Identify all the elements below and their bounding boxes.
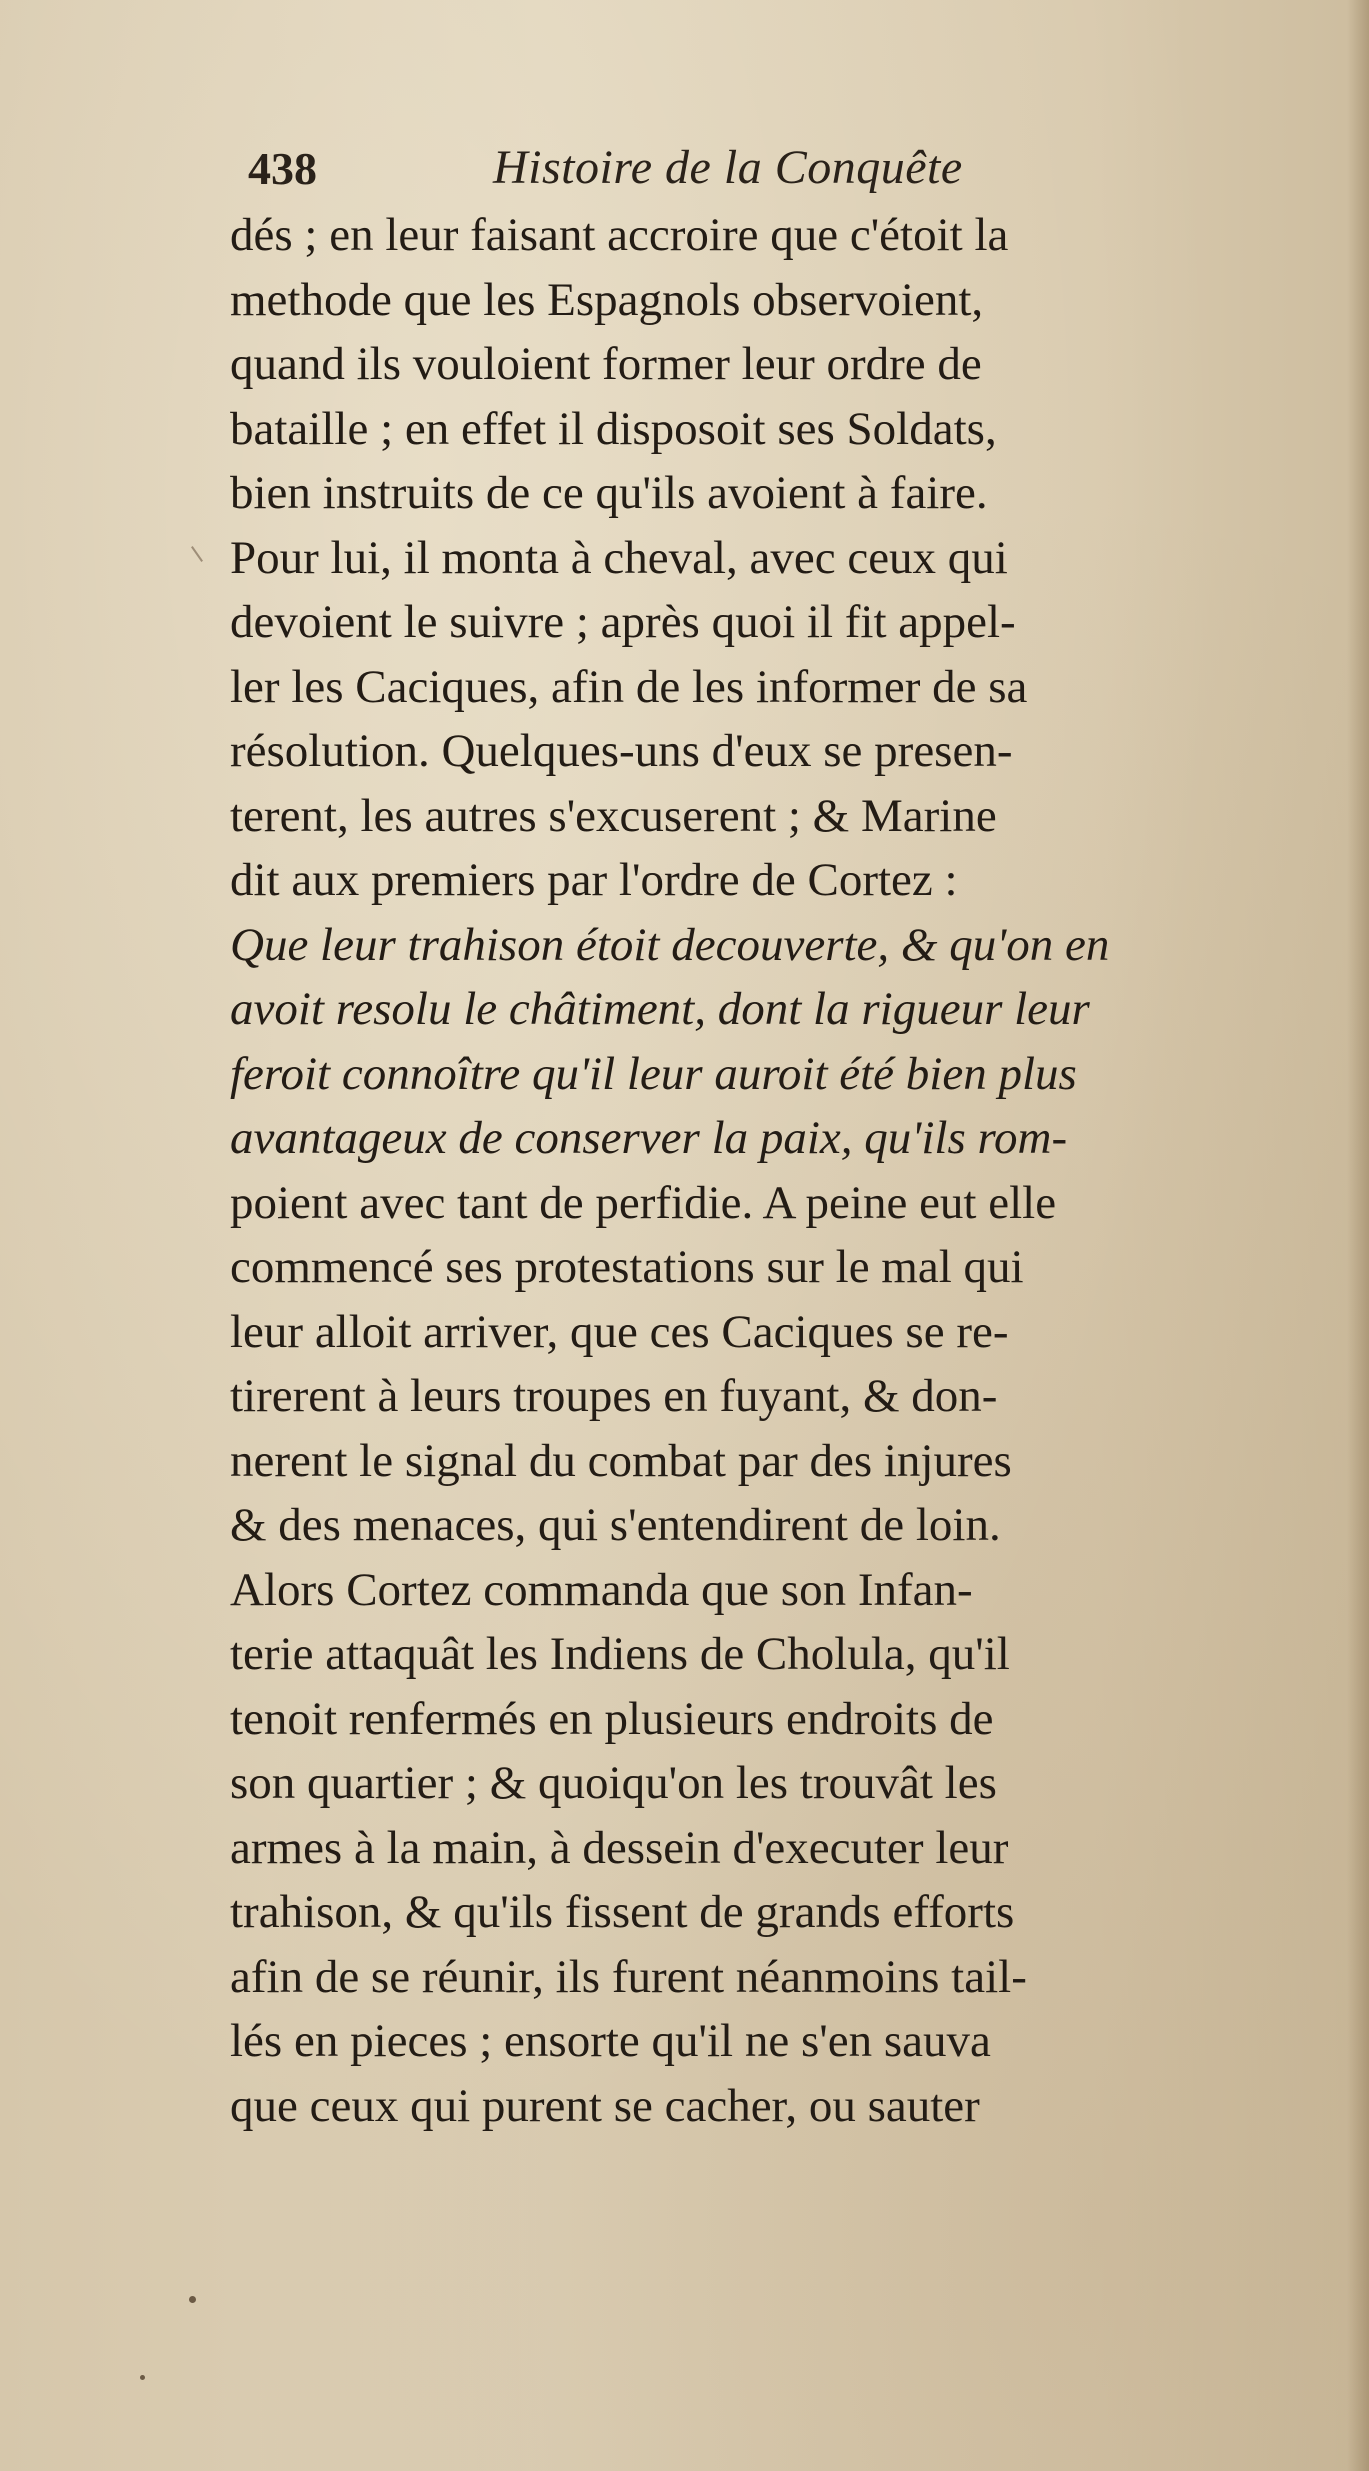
text-line: & des menaces, qui s'entendirent de loin. xyxy=(230,1499,1001,1551)
text-line: résolution. Quelques-uns d'eux se presen- xyxy=(230,725,1013,777)
text-line: bien instruits de ce qu'ils avoient à faire. xyxy=(230,467,988,519)
text-line: poient avec tant de perfidie. A peine eut elle xyxy=(230,1176,1057,1229)
text-line: Que leur trahison étoit decouverte, & qu'on en xyxy=(230,918,1110,971)
page-header xyxy=(248,140,1248,200)
text-line: nerent le signal du combat par des injures xyxy=(230,1434,1012,1487)
ink-spot xyxy=(140,2375,145,2380)
ink-spot xyxy=(189,2296,196,2303)
text-line: devoient le suivre ; après quoi il fit appel- xyxy=(230,596,1016,648)
text-line: afin de se réunir, ils furent néanmoins tail- xyxy=(230,1950,1027,2003)
text-line: avoit resolu le châtiment, dont la rigueur leur xyxy=(230,983,1090,1035)
running-head: Histoire de la Conquête xyxy=(493,141,963,194)
text-line: trahison, & qu'ils fissent de grands efforts xyxy=(230,1886,1015,1938)
text-line: dés ; en leur faisant accroire que c'étoit la xyxy=(230,209,1009,261)
text-line: ler les Caciques, afin de les informer de sa xyxy=(230,660,1028,713)
text-line: que ceux qui purent se cacher, ou sauter xyxy=(230,2079,980,2132)
text-line: tirerent à leurs troupes en fuyant, & don- xyxy=(230,1370,998,1422)
margin-mark xyxy=(191,546,203,562)
text-line: armes à la main, à dessein d'executer leur xyxy=(230,1821,1009,1874)
text-line: avantageux de conserver la paix, qu'ils rom- xyxy=(230,1112,1068,1164)
text-line: feroit connoître qu'il leur auroit été bien plus xyxy=(230,1047,1077,1100)
text-line: quand ils vouloient former leur ordre de xyxy=(230,338,982,390)
text-line: lés en pieces ; ensorte qu'il ne s'en sauva xyxy=(230,2015,991,2067)
text-line: son quartier ; & quoiqu'on les trouvât les xyxy=(230,1757,997,1809)
text-line: bataille ; en effet il disposoit ses Soldats, xyxy=(230,402,997,455)
text-line: methode que les Espagnols observoient, xyxy=(230,273,984,326)
text-line: terie attaquât les Indiens de Cholula, qu'il xyxy=(230,1628,1010,1680)
text-line: terent, les autres s'excuserent ; & Marine xyxy=(230,789,997,842)
body-text xyxy=(230,203,1330,2138)
text-line: Pour lui, il monta à cheval, avec ceux qui xyxy=(230,531,1008,584)
text-line: Alors Cortez commanda que son Infan- xyxy=(230,1563,973,1616)
text-line: tenoit renfermés en plusieurs endroits de xyxy=(230,1692,994,1745)
text-line: leur alloit arriver, que ces Caciques se re- xyxy=(230,1305,1009,1358)
page-edge-shadow xyxy=(1347,0,1369,2471)
text-line: commencé ses protestations sur le mal qui xyxy=(230,1241,1024,1293)
text-line: dit aux premiers par l'ordre de Cortez : xyxy=(230,854,958,906)
page-number: 438 xyxy=(248,143,317,194)
